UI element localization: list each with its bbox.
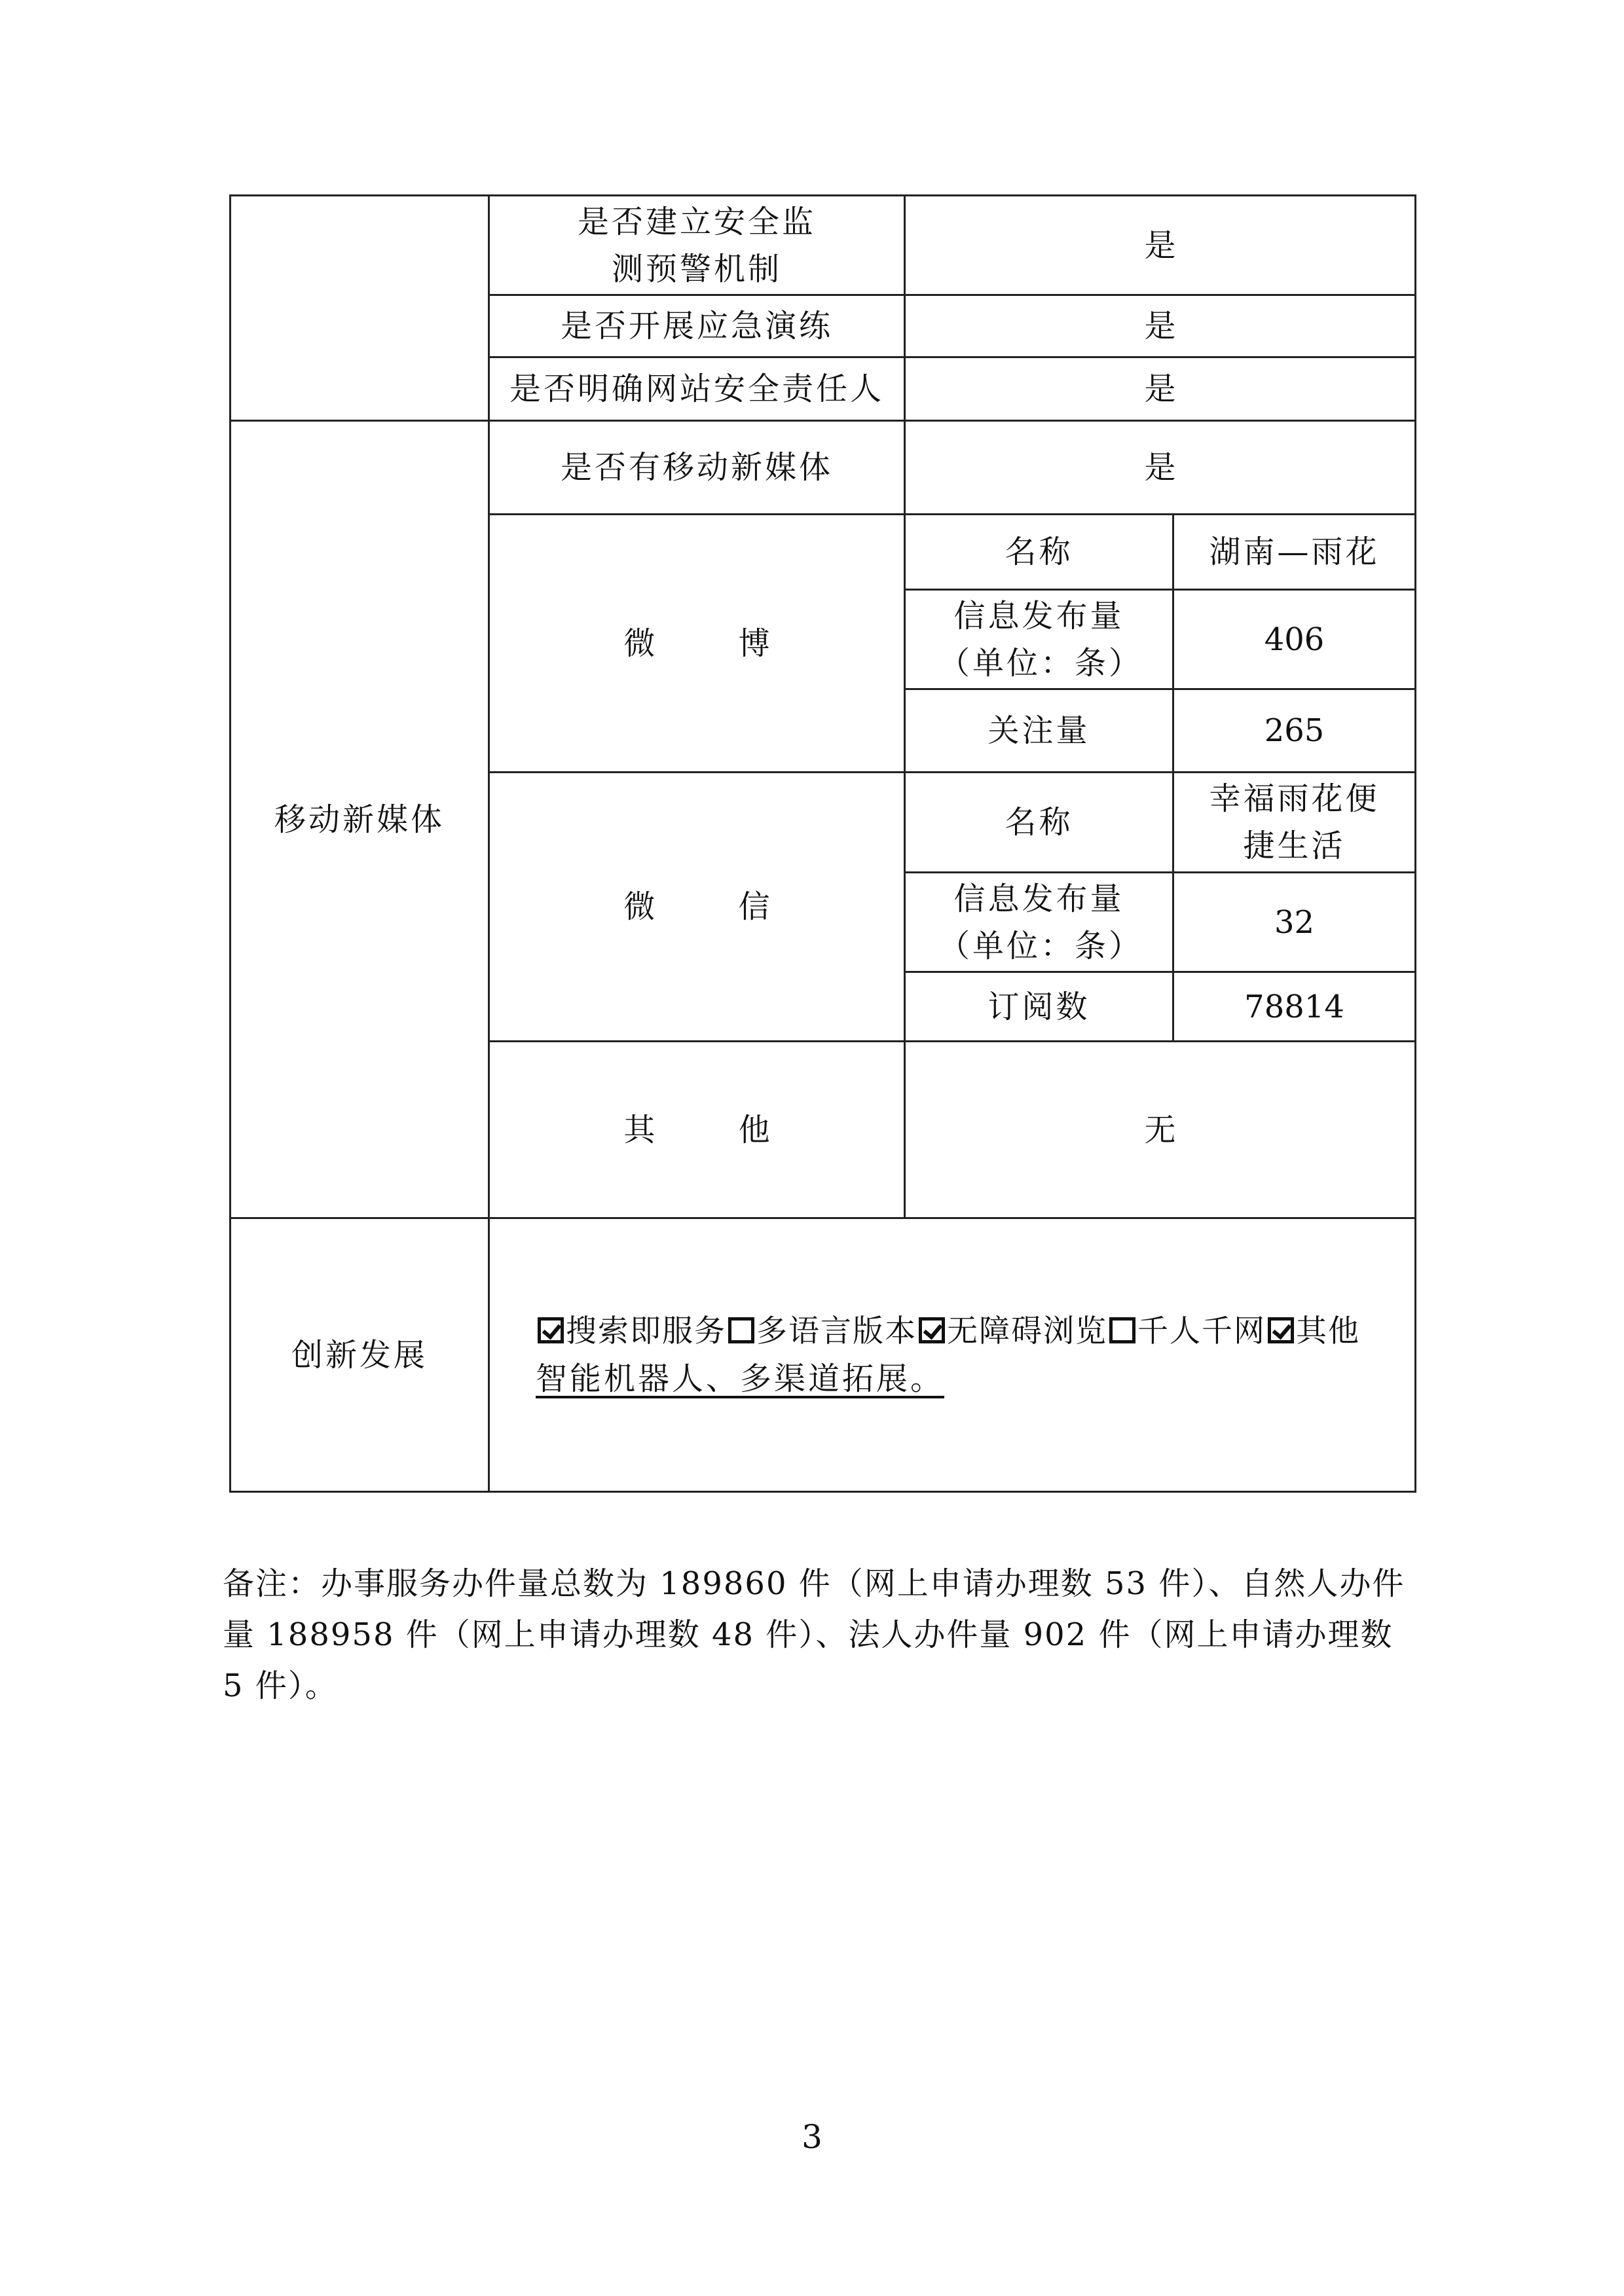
checkbox-unchecked-icon[interactable] <box>728 1317 754 1343</box>
weibo-follow-value: 265 <box>1173 689 1416 773</box>
weibo-name-value: 湖南—雨花 <box>1173 515 1416 590</box>
wechat-posts-value: 32 <box>1173 873 1416 972</box>
weibo-follow-label: 关注量 <box>905 689 1173 773</box>
wechat-subs-label: 订阅数 <box>905 972 1173 1042</box>
other-label: 其 他 <box>489 1042 905 1218</box>
innovation-other-text: 智能机器人、多渠道拓展。 <box>536 1360 945 1397</box>
wechat-subs-value: 78814 <box>1173 972 1416 1042</box>
checkbox-unchecked-icon[interactable] <box>1109 1317 1135 1343</box>
drill-label: 是否开展应急演练 <box>489 295 905 357</box>
report-table <box>229 194 1416 1493</box>
weibo-posts-value: 406 <box>1173 590 1416 689</box>
mobile-section-label: 移动新媒体 <box>231 421 489 1218</box>
checkbox-checked-icon[interactable] <box>1268 1317 1294 1343</box>
checkbox-checked-icon[interactable] <box>919 1317 945 1343</box>
innovation-option[interactable]: 无障碍浏览 <box>917 1313 1107 1349</box>
innovation-option[interactable]: 其他 <box>1266 1313 1360 1349</box>
innovation-option[interactable]: 搜索即服务 <box>536 1313 726 1349</box>
monitoring-value: 是 <box>905 196 1416 295</box>
innovation-cell <box>489 1218 1416 1492</box>
wechat-posts-label: 信息发布量（单位：条） <box>905 873 1173 972</box>
wechat-label: 微 信 <box>489 773 905 1042</box>
innovation-option[interactable]: 千人千网 <box>1107 1313 1266 1349</box>
innovation-option[interactable]: 多语言版本 <box>726 1313 917 1349</box>
has-mobile-value: 是 <box>905 421 1416 515</box>
weibo-name-label: 名称 <box>905 515 1173 590</box>
wechat-name-value: 幸福雨花便捷生活 <box>1173 773 1416 873</box>
responsible-label: 是否明确网站安全责任人 <box>489 357 905 421</box>
other-value: 无 <box>905 1042 1416 1218</box>
responsible-value: 是 <box>905 357 1416 421</box>
drill-value: 是 <box>905 295 1416 357</box>
security-section-cell <box>231 196 489 421</box>
innovation-options <box>536 1308 1401 1355</box>
innovation-section-label: 创新发展 <box>231 1218 489 1492</box>
wechat-name-label: 名称 <box>905 773 1173 873</box>
weibo-label: 微 博 <box>489 515 905 773</box>
footnote: 备注：办事服务办件量总数为 189860 件（网上申请办理数 53 件）、自然人办件量 188958 件（网上申请办理数 48 件）、法人办件量 902 件（网上申请办理数 5 件）。 <box>223 1565 1405 1704</box>
checkbox-checked-icon[interactable] <box>538 1317 564 1343</box>
weibo-posts-label: 信息发布量（单位：条） <box>905 590 1173 689</box>
monitoring-label: 是否建立安全监测预警机制 <box>489 196 905 295</box>
has-mobile-label: 是否有移动新媒体 <box>489 421 905 515</box>
page-number: 3 <box>802 2118 822 2156</box>
